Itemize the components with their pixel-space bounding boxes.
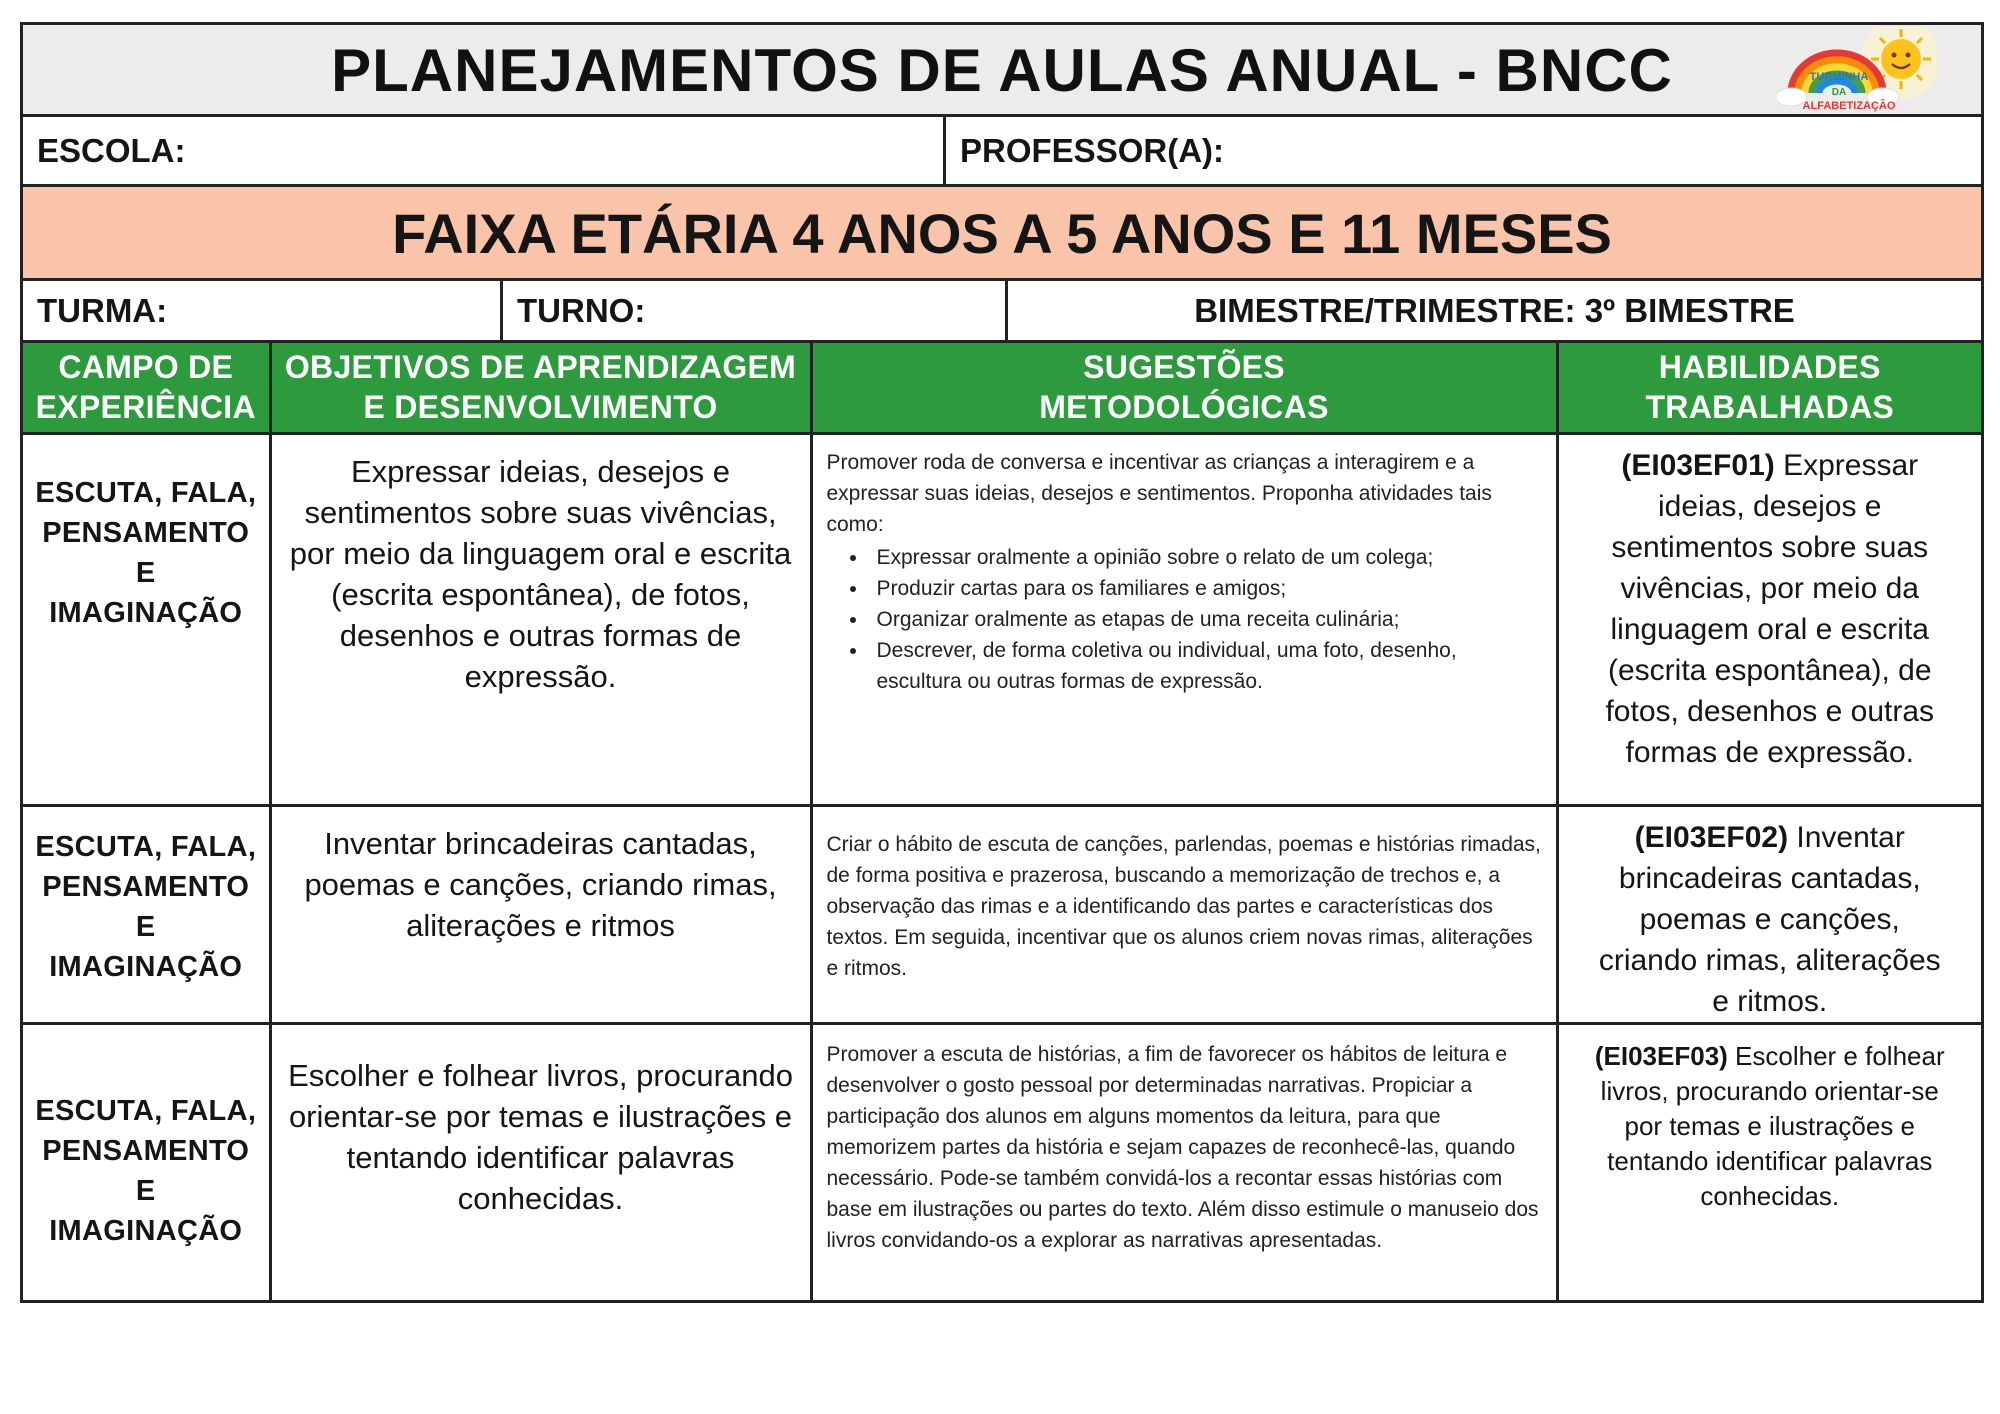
sugestao-cell — [811, 433, 1557, 805]
habilidade-text: Expressar ideias, desejos e sentimentos sobre suas vivências, por meio da linguagem oral e escrita (escrita espontânea), de fotos, desenhos e outras formas de expressão. — [1605, 448, 1935, 769]
sugestao-cell — [811, 805, 1557, 1023]
habilidade-text: Inventar brincadeiras cantadas, poemas e canções, criando rimas, aliterações e ritmos. — [1598, 820, 1941, 1018]
logo-text-2: DA — [1831, 87, 1847, 98]
campo-cell: ESCUTA, FALA, PENSAMENTO E IMAGINAÇÃO — [23, 805, 270, 1023]
sugestao-cell — [811, 1023, 1557, 1301]
habilidade-cell — [1557, 805, 1981, 1023]
objetivo-cell: Escolher e folhear livros, procurando orientar-se por temas e ilustrações e tentando identificar palavras conhecidas. — [270, 1023, 811, 1301]
escola-field[interactable] — [23, 117, 943, 184]
lesson-plan-table — [23, 343, 1981, 1303]
habilidade-cell — [1557, 433, 1981, 805]
logo-text-3: ALFABETIZAÇÃO — [1802, 100, 1896, 112]
page-title: PLANEJAMENTOS DE AULAS ANUAL - BNCC — [331, 37, 1673, 104]
sugestao-intro: Criar o hábito de escuta de canções, parlendas, poemas e histórias rimadas, de forma positiva e prazerosa, buscando a memorização de trechos e, a observação das rimas e a identificando das partes e características dos textos. Em seguida, incentivar que os alunos criem novas rimas, aliterações e ritmos. — [826, 832, 1541, 980]
habilidade-code: (EI03EF01) — [1621, 448, 1775, 482]
list-item: • Organizar oralmente as etapas de uma receita culinária; — [869, 604, 1546, 635]
habilidade-code: (EI03EF03) — [1594, 1040, 1728, 1071]
table-row — [23, 433, 1981, 805]
bimestre-label: BIMESTRE/TRIMESTRE: 3º BIMESTRE — [1194, 291, 1795, 329]
header-sugestoes: SUGESTÕES METODOLÓGICAS — [811, 343, 1557, 433]
turno-label: TURNO: — [517, 291, 646, 329]
sugestao-intro: Promover a escuta de histórias, a fim de favorecer os hábitos de leitura e desenvolver o gosto pessoal por determinadas narrativas. Propiciar a participação dos alunos em alguns momentos da leitura, para que memorizem partes da história e sejam capazes de reconhecê-las, quando necessário. Pode-se também convidá-los a recontar essas histórias com base em ilustrações ou partes do texto. Além disso estimule o manuseio dos livros convidando-os a explorar as narrativas apresentadas. — [826, 1042, 1539, 1252]
list-item: • Expressar oralmente a opinião sobre o relato de um colega; — [869, 542, 1546, 573]
age-range-banner: FAIXA ETÁRIA 4 ANOS A 5 ANOS E 11 MESES — [23, 187, 1981, 281]
list-item: • Produzir cartas para os familiares e amigos; — [869, 573, 1546, 604]
campo-cell: ESCUTA, FALA, PENSAMENTO E IMAGINAÇÃO — [23, 1023, 270, 1301]
title-bar — [23, 25, 1981, 117]
table-row — [23, 805, 1981, 1023]
rainbow-sun-logo — [1777, 27, 1937, 115]
professor-label: PROFESSOR(A): — [960, 131, 1224, 169]
school-teacher-row — [23, 117, 1981, 187]
habilidade-text: Escolher e folhear livros, procurando orientar-se por temas e ilustrações e tentando identificar palavras conhecidas. — [1600, 1040, 1945, 1211]
header-campo: CAMPO DE EXPERIÊNCIA — [23, 343, 270, 433]
list-item: • Descrever, de forma coletiva ou individual, uma foto, desenho, escultura ou outras formas de expressão. — [869, 635, 1546, 697]
objetivo-cell: Inventar brincadeiras cantadas, poemas e canções, criando rimas, aliterações e ritmos — [270, 805, 811, 1023]
campo-cell: ESCUTA, FALA, PENSAMENTO E IMAGINAÇÃO — [23, 433, 270, 805]
table-row — [23, 1023, 1981, 1301]
header-habilidades: HABILIDADES TRABALHADAS — [1557, 343, 1981, 433]
lesson-plan-sheet — [20, 22, 1984, 1303]
header-objetivos: OBJETIVOS DE APRENDIZAGEM E DESENVOLVIMENTO — [270, 343, 811, 433]
turma-label: TURMA: — [37, 291, 168, 329]
sugestao-list — [827, 542, 1546, 697]
table-header-row — [23, 343, 1981, 433]
habilidade-code: (EI03EF02) — [1634, 820, 1789, 854]
objetivo-cell: Expressar ideias, desejos e sentimentos sobre suas vivências, por meio da linguagem oral e escrita (escrita espontânea), de fotos, desenhos e outras formas de expressão. — [270, 433, 811, 805]
escola-label: ESCOLA: — [37, 131, 186, 169]
habilidade-cell — [1557, 1023, 1981, 1301]
sugestao-intro: Promover roda de conversa e incentivar as crianças a interagirem e a expressar suas ideias, desejos e sentimentos. Proponha atividades tais como: — [826, 450, 1492, 536]
bimestre-field — [1005, 281, 1981, 340]
professor-field[interactable] — [943, 117, 1981, 184]
logo-text-1: TURMINHA — [1809, 71, 1869, 83]
turno-field[interactable] — [500, 281, 1005, 340]
turma-field[interactable] — [23, 281, 500, 340]
class-shift-row — [23, 281, 1981, 343]
